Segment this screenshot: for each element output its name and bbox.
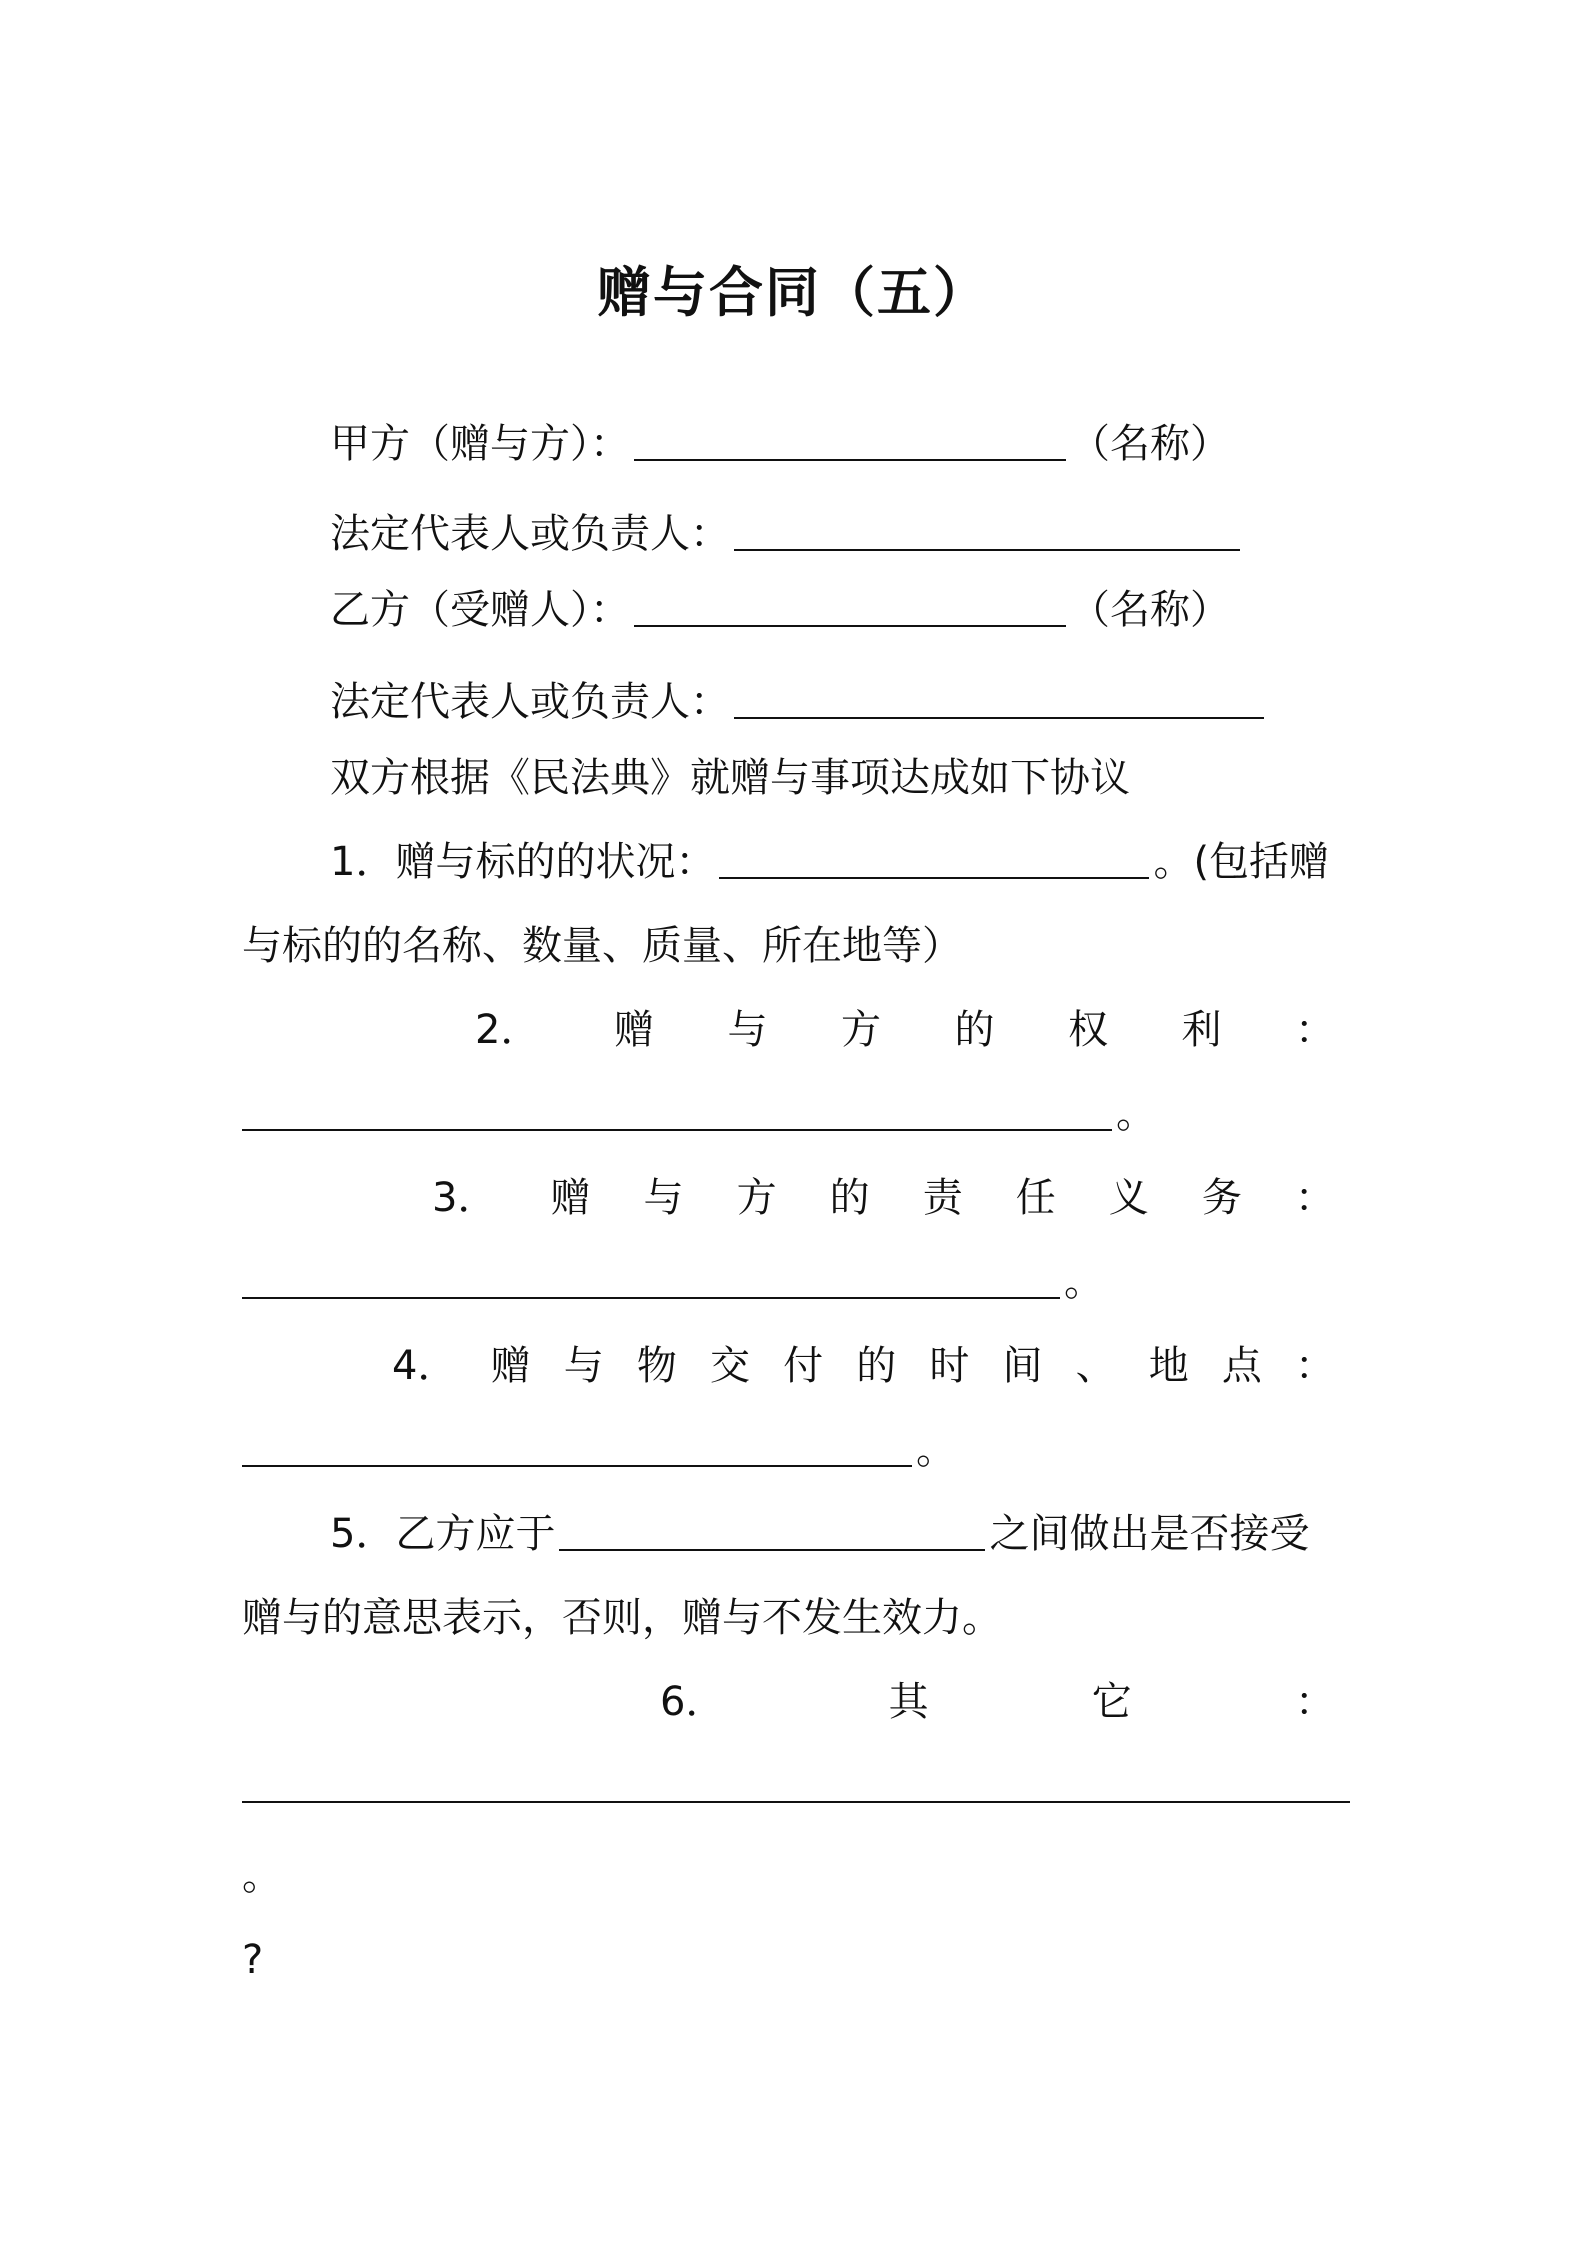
clause2-char: 方 <box>840 1007 881 1053</box>
clause2-blank[interactable] <box>242 1089 1112 1131</box>
party-b-name-blank[interactable] <box>634 585 1066 627</box>
clause1-line1 <box>330 836 1329 888</box>
party-b-suffix: （名称） <box>1070 587 1230 633</box>
clause3-char: 与 <box>643 1175 684 1221</box>
intro-line: 双方根据《民法典》就赠与事项达成如下协议 <box>330 755 1130 801</box>
rep-b-blank[interactable] <box>734 677 1264 719</box>
rep-a-label: 法定代表人或负责人： <box>330 511 730 557</box>
clause6-end: 。 <box>242 1853 282 1899</box>
clause1-tail: 。(包括赠 <box>1153 839 1330 885</box>
clause3-char: 3． <box>432 1175 498 1221</box>
clause3-char: 赠 <box>550 1175 591 1221</box>
clause3-char: 责 <box>922 1175 963 1221</box>
rep-a-line <box>330 508 1244 560</box>
party-a-suffix: （名称） <box>1070 421 1230 467</box>
clause4-heading <box>392 1340 1335 1392</box>
clause6-char: 6． <box>660 1679 726 1725</box>
clause4-char: ： <box>1294 1343 1335 1389</box>
rep-b-label: 法定代表人或负责人： <box>330 679 730 725</box>
clause4-char: 交 <box>709 1343 750 1389</box>
clause4-char: 、 <box>1075 1343 1116 1389</box>
clause4-char: 与 <box>563 1343 604 1389</box>
clause3-blank[interactable] <box>242 1257 1060 1299</box>
clause5-blank[interactable] <box>559 1509 985 1551</box>
clause4-char: 时 <box>929 1343 970 1389</box>
clause4-end: 。 <box>916 1427 956 1473</box>
party-a-label: 甲方（赠与方）： <box>330 421 630 467</box>
clause1-label: 1．赠与标的的状况： <box>330 839 716 885</box>
rep-a-blank[interactable] <box>734 509 1240 551</box>
clause5-head: 5．乙方应于 <box>330 1511 556 1557</box>
clause2-fill-line <box>242 1088 1156 1140</box>
party-a-name-blank[interactable] <box>634 419 1066 461</box>
clause4-char: 付 <box>783 1343 824 1389</box>
trailing-mark: ? <box>242 1937 264 1983</box>
clause2-heading <box>475 1004 1335 1056</box>
clause3-char: 义 <box>1108 1175 1149 1221</box>
clause5-tail: 之间做出是否接受 <box>989 1511 1310 1557</box>
clause2-end: 。 <box>1116 1091 1156 1137</box>
clause3-char: 任 <box>1015 1175 1056 1221</box>
document-title: 赠与合同（五） <box>597 261 989 324</box>
clause2-char: 的 <box>954 1007 995 1053</box>
clause6-heading <box>660 1676 1335 1728</box>
clause3-end: 。 <box>1064 1259 1104 1305</box>
clause6-fill-line <box>242 1760 1354 1812</box>
clause3-char: 务 <box>1201 1175 1242 1221</box>
clause3-char: ： <box>1294 1175 1335 1221</box>
clause6-blank[interactable] <box>242 1761 1350 1803</box>
clause2-char: 赠 <box>613 1007 654 1053</box>
party-a-line <box>330 418 1230 470</box>
clause4-char: 的 <box>856 1343 897 1389</box>
clause3-char: 的 <box>829 1175 870 1221</box>
clause4-char: 赠 <box>490 1343 531 1389</box>
clause4-char: 4． <box>392 1343 458 1389</box>
clause4-char: 地 <box>1148 1343 1189 1389</box>
clause4-char: 物 <box>636 1343 677 1389</box>
clause4-char: 点 <box>1221 1343 1262 1389</box>
clause5-line2: 赠与的意思表示，否则，赠与不发生效力。 <box>242 1595 1002 1641</box>
clause2-char: ： <box>1294 1007 1335 1053</box>
clause4-char: 间 <box>1002 1343 1043 1389</box>
party-b-line <box>330 584 1230 636</box>
clause1-blank[interactable] <box>719 837 1149 879</box>
clause2-char: 权 <box>1067 1007 1108 1053</box>
rep-b-line <box>330 676 1268 728</box>
clause2-char: 利 <box>1181 1007 1222 1053</box>
clause6-char: 它 <box>1091 1679 1132 1725</box>
clause3-char: 方 <box>736 1175 777 1221</box>
clause6-char: 其 <box>888 1679 929 1725</box>
clause3-fill-line <box>242 1256 1104 1308</box>
clause4-blank[interactable] <box>242 1425 912 1467</box>
clause6-char: ： <box>1294 1679 1335 1725</box>
party-b-label: 乙方（受赠人）： <box>330 587 630 633</box>
clause4-fill-line <box>242 1424 956 1476</box>
clause5-line1 <box>330 1508 1309 1560</box>
clause3-heading <box>432 1172 1335 1224</box>
clause1-line2: 与标的的名称、数量、质量、所在地等） <box>242 923 962 969</box>
clause2-char: 2． <box>475 1007 541 1053</box>
clause2-char: 与 <box>727 1007 768 1053</box>
